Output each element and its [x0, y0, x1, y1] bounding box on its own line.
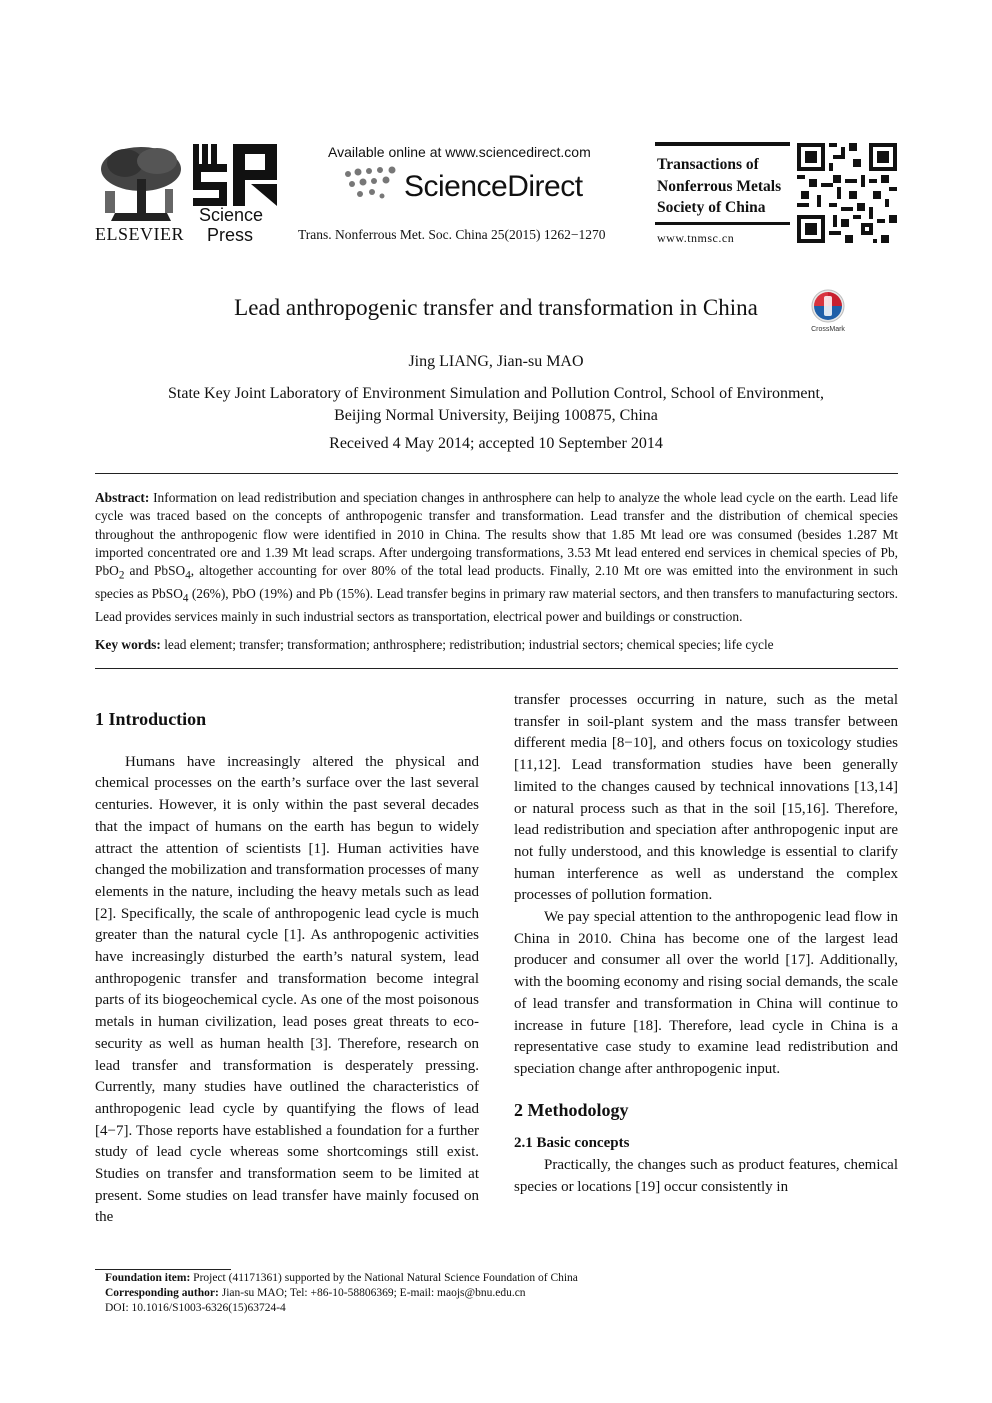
intro-paragraph-1: Humans have increasingly altered the physical and chemical processes on the earth’s surface over the last several centuries. However, it is only within the past several decades that the impact of humans on the earth has begun to widely attract the attention of scientists [1]. Human activities have changed the mobilization and transformation processes of many elements in the nature, including the heavy metals such as lead [2]. Specifically, the scale of anthropogenic lead cycle is much greater than the natural cycle [1]. As anthropogenic activities have increasingly disturbed the earth’s natural system, lead anthropogenic transfer and transformation become integral parts of its biogeochemical cycle. As one of the most poisonous metals in human civilization, lead poses great threats to eco-security as well as human health [3]. Therefore, research on lead transfer and transformation is desperately pressing. Currently, many studies have outlined the characteristics of anthropogenic lead cycle by quantifying the flows of lead [4−7]. Those reports have established a foundation for a further study of lead cycle whereas some shortcomings still exist. Studies on transfer and transformation seem to be limited at present. Some studies on lead transfer have mainly focused on the [95, 753, 479, 1226]
footnotes [105, 1271, 578, 1316]
science-press-line1: Science [199, 205, 264, 225]
abstract-top-rule [95, 473, 898, 474]
author-affiliation [0, 383, 992, 427]
section-2-heading: 2 Methodology [514, 1099, 629, 1120]
elsevier-tree-logo [95, 143, 187, 223]
abstract [95, 489, 898, 626]
abstract-sub-3: 4 [182, 592, 189, 605]
affiliation-line-1: State Key Joint Laboratory of Environment Simulation and Pollution Control, School of Environment, [168, 385, 824, 402]
received-dates: Received 4 May 2014; accepted 10 September 2014 [329, 435, 663, 452]
journal-title-line-2: Nonferrous Metals [657, 177, 782, 195]
corresponding-author [105, 1286, 578, 1301]
science-press-logo [193, 142, 277, 206]
right-column [514, 690, 898, 1198]
abstract-label: Abstract: [95, 490, 150, 505]
section-2-1-heading: 2.1 Basic concepts [514, 1135, 630, 1152]
crossmark-label: CrossMark [811, 326, 845, 333]
footnote-rule [95, 1269, 231, 1270]
keywords-label: Key words: [95, 637, 161, 652]
intro-paragraph-3: We pay special attention to the anthropogenic lead flow in China in 2010. China has become one of the largest lead producer and consumer all over the world [17]. Additionally, with the booming economy and rising social demands, the scale of lead transfer and transformation in China will continue to increase in future [18]. Therefore, lead cycle in China is a representative case study to examine lead redistribution and speciation change after anthropogenic input. [514, 909, 898, 1077]
journal-title-line-1: Transactions of [657, 156, 759, 173]
section-1-heading: 1 Introduction [95, 709, 207, 729]
corresponding-label: Corresponding author: [105, 1287, 219, 1299]
keywords [95, 636, 898, 654]
foundation-text: Project (41171361) supported by the National Natural Science Foundation of China [190, 1272, 578, 1284]
sciencedirect-availability[interactable]: Available online at www.sciencedirect.com [328, 144, 591, 160]
qr-code-icon [797, 143, 897, 243]
abstract-bottom-rule [95, 668, 898, 669]
science-press-line2: Press [207, 225, 254, 245]
doi[interactable]: DOI: 10.1016/S1003-6326(15)63724-4 [105, 1302, 286, 1314]
intro-paragraph-2: transfer processes occurring in nature, such as the metal transfer in soil-plant system and the mass transfer between different media [8−10], and others focus on toxicology studies [11,12]. Lead transformation studies have been generally limited to the changes caused by technical innovations [13,14] or natural process such as that in the soil [15,16]. Therefore, lead redistribution and speciation after anthropogenic input are not fully understood, and this knowledge is essential to clarify human interference as well as understand the complex processes of pollution formation. [514, 692, 898, 904]
abstract-text-b: and PbSO [124, 563, 186, 579]
abstract-sub-1: 2 [118, 569, 125, 582]
affiliation-line-2: Beijing Normal University, Beijing 100875, China [334, 407, 658, 424]
crossmark-icon[interactable] [806, 288, 850, 334]
journal-citation: Trans. Nonferrous Met. Soc. China 25(2015) 1262−1270 [298, 227, 606, 242]
foundation-label: Foundation item: [105, 1272, 191, 1284]
abstract-text-a: Information on lead redistribution and speciation changes in anthrosphere can help to analyze the whole lead cycle on the earth. Lead life cycle was traced based on the concepts of anthropogenic transfer and transformation. Lead transfer and the distribution of chemical species throughout the anthropogenic flow were identified in 2010 in China. The results show that 1.85 Mt lead ore was consumed (besides 1.287 Mt imported concentrated ore and 1.39 Mt lead scraps. After undergoing transformations, 3.53 Mt lead entered end services in chemical species of Pb, PbO [95, 490, 898, 579]
foundation-item [105, 1271, 578, 1286]
article-authors: Jing LIANG, Jian-su MAO [408, 353, 584, 370]
sciencedirect-dots-icon [342, 166, 400, 202]
sciencedirect-wordmark: ScienceDirect [404, 170, 583, 203]
journal-url[interactable]: www.tnmsc.cn [657, 231, 735, 245]
article-title: Lead anthropogenic transfer and transformation in China [234, 295, 758, 320]
journal-title-block [657, 154, 781, 219]
abstract-sub-2: 4 [185, 569, 191, 582]
journal-title-line-3: Society of China [657, 199, 766, 216]
corresponding-text: Jian-su MAO; Tel: +86-10-58806369; E-mail: maojs@bnu.edu.cn [218, 1287, 526, 1299]
journal-box-bottom-rule [655, 222, 790, 225]
abstract-text-d: (26%), PbO (19%) and Pb (15%). Lead transfer begins in primary raw material sectors, and then transfers to manufacturing sectors. Lead provides services mainly in such industrial sectors as transportation, electrical power and buildings or construction. [95, 586, 898, 625]
abstract-text-c: , altogether accounting for over 80% of the total lead products. Finally, 2.10 Mt ore was emitted into the environment in such species as PbSO [95, 563, 899, 602]
left-column [95, 690, 479, 1229]
methods-paragraph-1: Practically, the changes such as product features, chemical species or locations [19] occur consistently in [514, 1157, 898, 1195]
elsevier-wordmark: ELSEVIER [95, 224, 184, 244]
journal-box-top-rule [655, 142, 790, 146]
keywords-text: lead element; transfer; transformation; anthrosphere; redistribution; industrial sectors; chemical species; life cycle [160, 637, 774, 652]
